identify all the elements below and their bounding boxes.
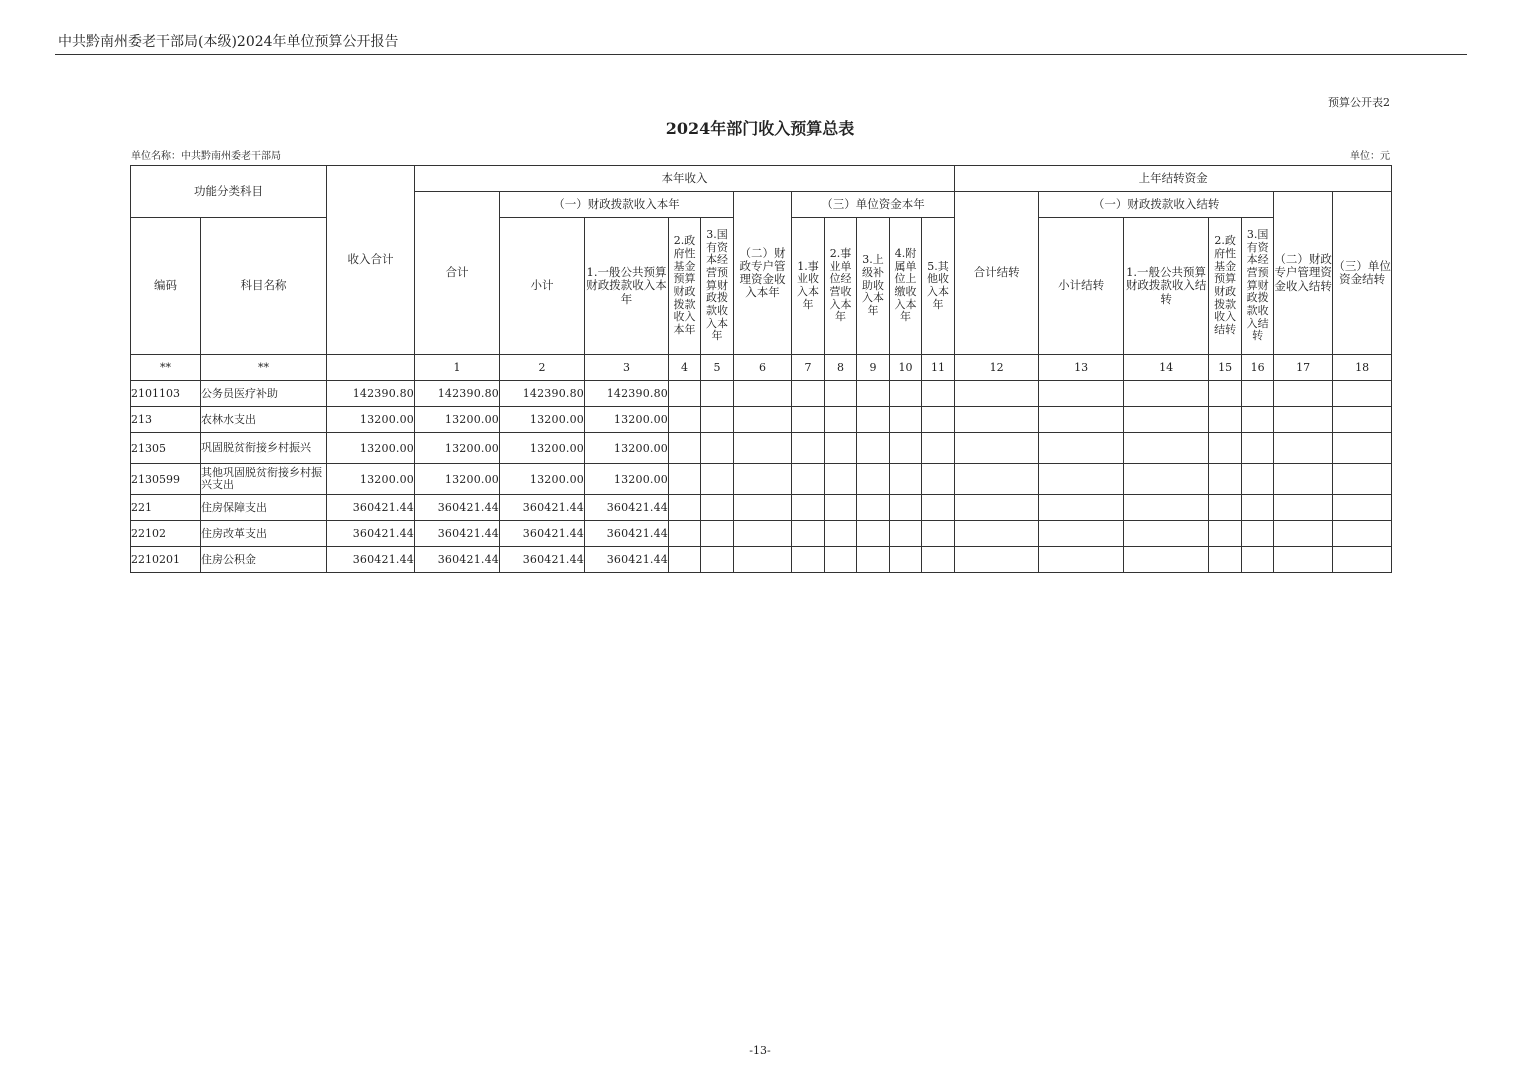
row-general-public: 13200.00 [585, 433, 669, 464]
row-code: 22102 [131, 521, 201, 547]
row-income-total: 360421.44 [327, 521, 415, 547]
row-code: 21305 [131, 433, 201, 464]
row-code: 213 [131, 407, 201, 433]
index-cell: 7 [792, 355, 825, 381]
header-superior-subsidy: 3.上级补助收入本年 [857, 218, 890, 355]
row-total: 13200.00 [415, 433, 500, 464]
index-cell: ** [131, 355, 201, 381]
row-general-public: 360421.44 [585, 547, 669, 573]
header-fiscal-group-carryover: （一）财政拨款收入结转 [1039, 192, 1274, 218]
index-cell: 1 [415, 355, 500, 381]
index-cell: 8 [825, 355, 857, 381]
header-income-total: 收入合计 [327, 166, 415, 355]
index-cell: 4 [669, 355, 701, 381]
page-number: -13- [749, 1044, 771, 1057]
table-row [131, 521, 1392, 547]
column-index-row [131, 355, 1392, 381]
row-subject-name: 巩固脱贫衔接乡村振兴 [201, 433, 327, 464]
row-subject-name: 住房公积金 [201, 547, 327, 573]
table-row [131, 464, 1392, 495]
header-affiliate-remittance: 4.附属单位上缴收入本年 [890, 218, 922, 355]
row-income-total: 13200.00 [327, 464, 415, 495]
header-state-capital-carryover: 3.国有资本经营预算财政拨款收入结转 [1242, 218, 1274, 355]
row-general-public: 360421.44 [585, 495, 669, 521]
row-code: 2130599 [131, 464, 201, 495]
header-unit-funds-group: （三）单位资金本年 [792, 192, 955, 218]
index-cell: 10 [890, 355, 922, 381]
row-income-total: 13200.00 [327, 407, 415, 433]
header-general-public-carryover: 1.一般公共预算财政拨款收入结转 [1124, 218, 1209, 355]
header-subtotal: 小计 [500, 218, 585, 355]
row-total: 360421.44 [415, 547, 500, 573]
table-row [131, 495, 1392, 521]
header-current-year-income: 本年收入 [415, 166, 955, 192]
index-cell: 12 [955, 355, 1039, 381]
table-row [131, 407, 1392, 433]
row-subject-name: 住房改革支出 [201, 521, 327, 547]
row-income-total: 13200.00 [327, 433, 415, 464]
row-subject-name: 农林水支出 [201, 407, 327, 433]
row-general-public: 360421.44 [585, 521, 669, 547]
header-total-carryover: 合计结转 [955, 192, 1039, 355]
index-cell: 15 [1209, 355, 1242, 381]
index-cell: 2 [500, 355, 585, 381]
row-total: 360421.44 [415, 495, 500, 521]
row-subject-name: 其他巩固脱贫衔接乡村振兴支出 [201, 464, 327, 495]
document-title: 2024年部门收入预算总表 [665, 119, 855, 138]
header-unit-funds-carryover: （三）单位资金结转 [1333, 192, 1392, 355]
header-subject-name: 科目名称 [201, 218, 327, 355]
index-cell: 3 [585, 355, 669, 381]
header-state-capital: 3.国有资本经营预算财政拨款收入本年 [701, 218, 734, 355]
table-code: 预算公开表2 [1328, 96, 1390, 109]
index-cell: 6 [734, 355, 792, 381]
header-total: 合计 [415, 192, 500, 355]
table-row [131, 433, 1392, 464]
row-total: 360421.44 [415, 521, 500, 547]
table-row [131, 381, 1392, 407]
row-subtotal: 13200.00 [500, 433, 585, 464]
header-fiscal-group-current: （一）财政拨款收入本年 [500, 192, 734, 218]
currency-unit: 单位：元 [1350, 151, 1390, 162]
header-biz-income: 1.事业收入本年 [792, 218, 825, 355]
index-cell: 14 [1124, 355, 1209, 381]
row-subject-name: 住房保障支出 [201, 495, 327, 521]
row-subtotal: 360421.44 [500, 521, 585, 547]
header-functional-category: 功能分类科目 [131, 166, 327, 218]
header-other-income: 5.其他收入本年 [922, 218, 955, 355]
income-budget-table [130, 165, 1392, 573]
row-total: 142390.80 [415, 381, 500, 407]
header-special-account: （二）财政专户管理资金收入本年 [734, 192, 792, 355]
index-cell: 17 [1274, 355, 1333, 381]
index-cell: 5 [701, 355, 734, 381]
row-code: 2210201 [131, 547, 201, 573]
header-general-public: 1.一般公共预算财政拨款收入本年 [585, 218, 669, 355]
row-general-public: 13200.00 [585, 407, 669, 433]
header-carryover-funds: 上年结转资金 [955, 166, 1392, 192]
report-header-title: 中共黔南州委老干部局(本级)2024年单位预算公开报告 [58, 34, 399, 50]
row-subtotal: 142390.80 [500, 381, 585, 407]
row-income-total: 142390.80 [327, 381, 415, 407]
index-cell [327, 355, 415, 381]
row-income-total: 360421.44 [327, 547, 415, 573]
header-code: 编码 [131, 218, 201, 355]
index-cell: 13 [1039, 355, 1124, 381]
row-total: 13200.00 [415, 407, 500, 433]
row-income-total: 360421.44 [327, 495, 415, 521]
header-biz-unit-operating: 2.事业单位经营收入本年 [825, 218, 857, 355]
index-cell: 11 [922, 355, 955, 381]
header-special-account-carryover: （二）财政专户管理资金收入结转 [1274, 192, 1333, 355]
table-row [131, 547, 1392, 573]
row-subtotal: 360421.44 [500, 547, 585, 573]
header-subtotal-carryover: 小计结转 [1039, 218, 1124, 355]
index-cell: 16 [1242, 355, 1274, 381]
index-cell: 9 [857, 355, 890, 381]
row-code: 221 [131, 495, 201, 521]
row-subtotal: 360421.44 [500, 495, 585, 521]
row-subject-name: 公务员医疗补助 [201, 381, 327, 407]
row-total: 13200.00 [415, 464, 500, 495]
row-general-public: 13200.00 [585, 464, 669, 495]
header-gov-fund: 2.政府性基金预算财政拨款收入本年 [669, 218, 701, 355]
index-cell: ** [201, 355, 327, 381]
header-gov-fund-carryover: 2.政府性基金预算财政拨款收入结转 [1209, 218, 1242, 355]
index-cell: 18 [1333, 355, 1392, 381]
row-general-public: 142390.80 [585, 381, 669, 407]
row-subtotal: 13200.00 [500, 464, 585, 495]
unit-name: 单位名称：中共黔南州委老干部局 [131, 151, 281, 162]
header-divider [55, 54, 1467, 55]
row-subtotal: 13200.00 [500, 407, 585, 433]
row-code: 2101103 [131, 381, 201, 407]
